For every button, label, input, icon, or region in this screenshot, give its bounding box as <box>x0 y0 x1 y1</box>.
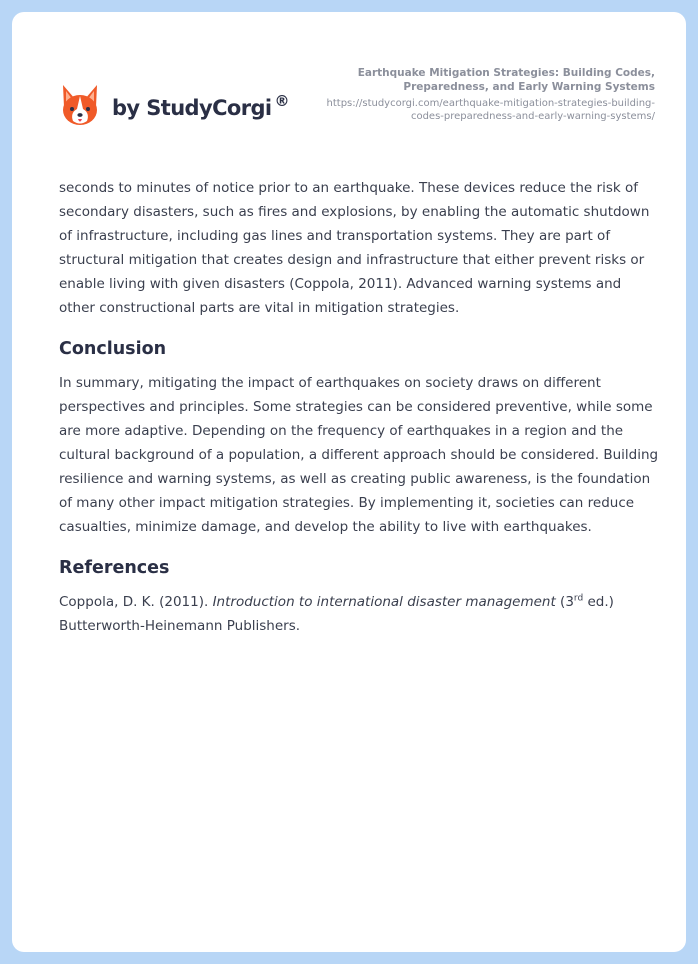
intro-paragraph: seconds to minutes of notice prior to an earthquake. These devices reduce the risk of secondary disasters, such as fires and explosions, by enabling the automatic shutdown of infrastructure, including gas lines and transportation systems. They are part of structural mitigation that creates design and infrastructure that either prevent risks or enable living with given disasters (Coppola, 2011). Advanced warning systems and other constructional parts are vital in mitigation strategies. <box>59 180 650 316</box>
document-title: Earthquake Mitigation Strategies: Building Codes, Preparedness, and Early Warning Systems <box>357 67 655 93</box>
corgi-logo-icon <box>60 83 100 129</box>
conclusion-paragraph: In summary, mitigating the impact of earthquakes on society draws on different perspectives and principles. Some strategies can be considered preventive, while some are more adaptive. Depending on the frequency of earthquakes in a region and the cultural background of a population, a different approach should be considered. Building resilience and warning systems, as well as creating public awareness, is the foundation of many other impact mitigation strategies. By implementing it, societies can reduce casualties, minimize damage, and develop the ability to live with earthquakes. <box>59 375 659 535</box>
reference-edition-post: ed.) <box>583 594 614 610</box>
references-heading: References <box>59 558 170 578</box>
conclusion-heading: Conclusion <box>59 339 167 359</box>
reference-edition-pre: (3 <box>555 594 574 610</box>
brand-text: by StudyCorgi <box>112 96 272 120</box>
document-url[interactable]: https://studycorgi.com/earthquake-mitigation-strategies-building-codes-preparedness-and-early-warning-systems/ <box>326 98 655 122</box>
registered-mark: ® <box>274 92 289 110</box>
reference-entry <box>59 590 659 638</box>
document-meta <box>315 66 655 123</box>
reference-title: Introduction to international disaster management <box>212 594 556 610</box>
brand-name <box>112 92 289 120</box>
document-content <box>59 176 659 638</box>
reference-edition-sup: rd <box>573 593 584 604</box>
document-page <box>12 12 686 952</box>
reference-authors: Coppola, D. K. (2011). <box>59 594 213 610</box>
reference-publisher: Butterworth-Heinemann Publishers. <box>59 618 301 634</box>
studycorgi-logo[interactable] <box>60 76 289 136</box>
